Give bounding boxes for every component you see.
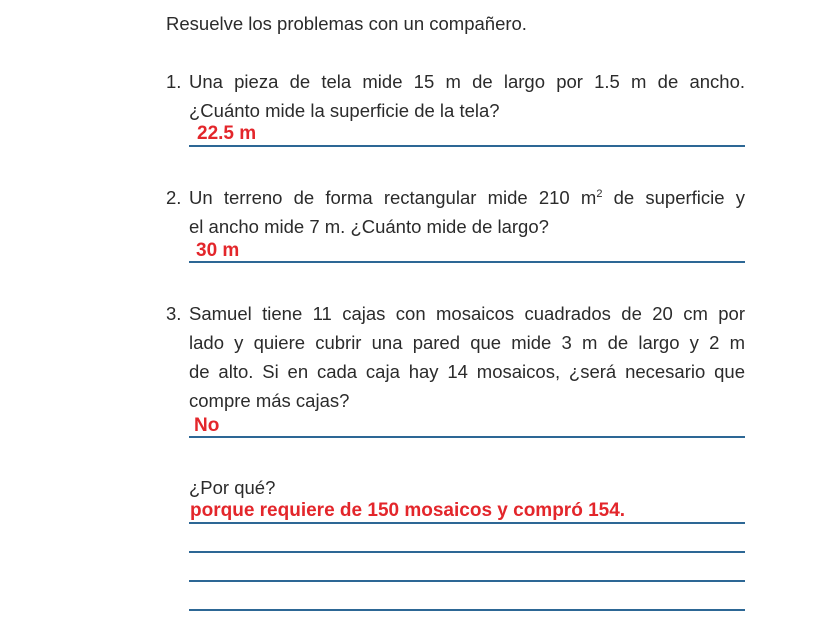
problem-2-line-1-before: Un terreno de forma rectangular mide 210 m — [189, 187, 597, 208]
problem-2-line-2: el ancho mide 7 m. ¿Cuánto mide de largo? — [189, 216, 549, 237]
problem-2-line-1-after: de superficie y — [602, 187, 745, 208]
problem-3-line-2: lado y quiere cubrir una pared que mide 3 m de largo y 2 m — [189, 332, 745, 353]
problem-2-answer-line — [189, 261, 745, 263]
problem-1-answer-line — [189, 145, 745, 147]
why-label: ¿Por qué? — [189, 477, 276, 498]
problem-3-line-3: de alto. Si en cada caja hay 14 mosaicos, ¿será necesario que — [189, 361, 745, 382]
problem-3-answer: No — [194, 415, 220, 436]
problem-2-number: 2. — [166, 187, 182, 208]
why-answer: porque requiere de 150 mosaicos y compró 154. — [190, 500, 626, 521]
problem-1-line-1: Una pieza de tela mide 15 m de largo por 1.5 m de ancho. — [189, 71, 745, 92]
problem-3-answer-line — [189, 436, 745, 438]
squared-exponent: 2 — [596, 188, 603, 200]
problem-3-line-4: compre más cajas? — [189, 390, 350, 411]
problem-1-line-2: ¿Cuánto mide la superficie de la tela? — [189, 100, 500, 121]
why-answer-line-2 — [189, 551, 745, 553]
problem-1-number: 1. — [166, 71, 182, 92]
problem-3-number: 3. — [166, 303, 182, 324]
why-answer-line-3 — [189, 580, 745, 582]
problem-3-line-1: Samuel tiene 11 cajas con mosaicos cuadrados de 20 cm por — [189, 303, 745, 324]
why-answer-line-1 — [189, 522, 745, 524]
why-answer-line-4 — [189, 609, 745, 611]
problem-2-line-1 — [189, 183, 745, 212]
problem-1-answer: 22.5 m — [197, 123, 257, 144]
instruction-text: Resuelve los problemas con un compañero. — [166, 13, 527, 34]
problem-2-answer: 30 m — [196, 240, 240, 261]
